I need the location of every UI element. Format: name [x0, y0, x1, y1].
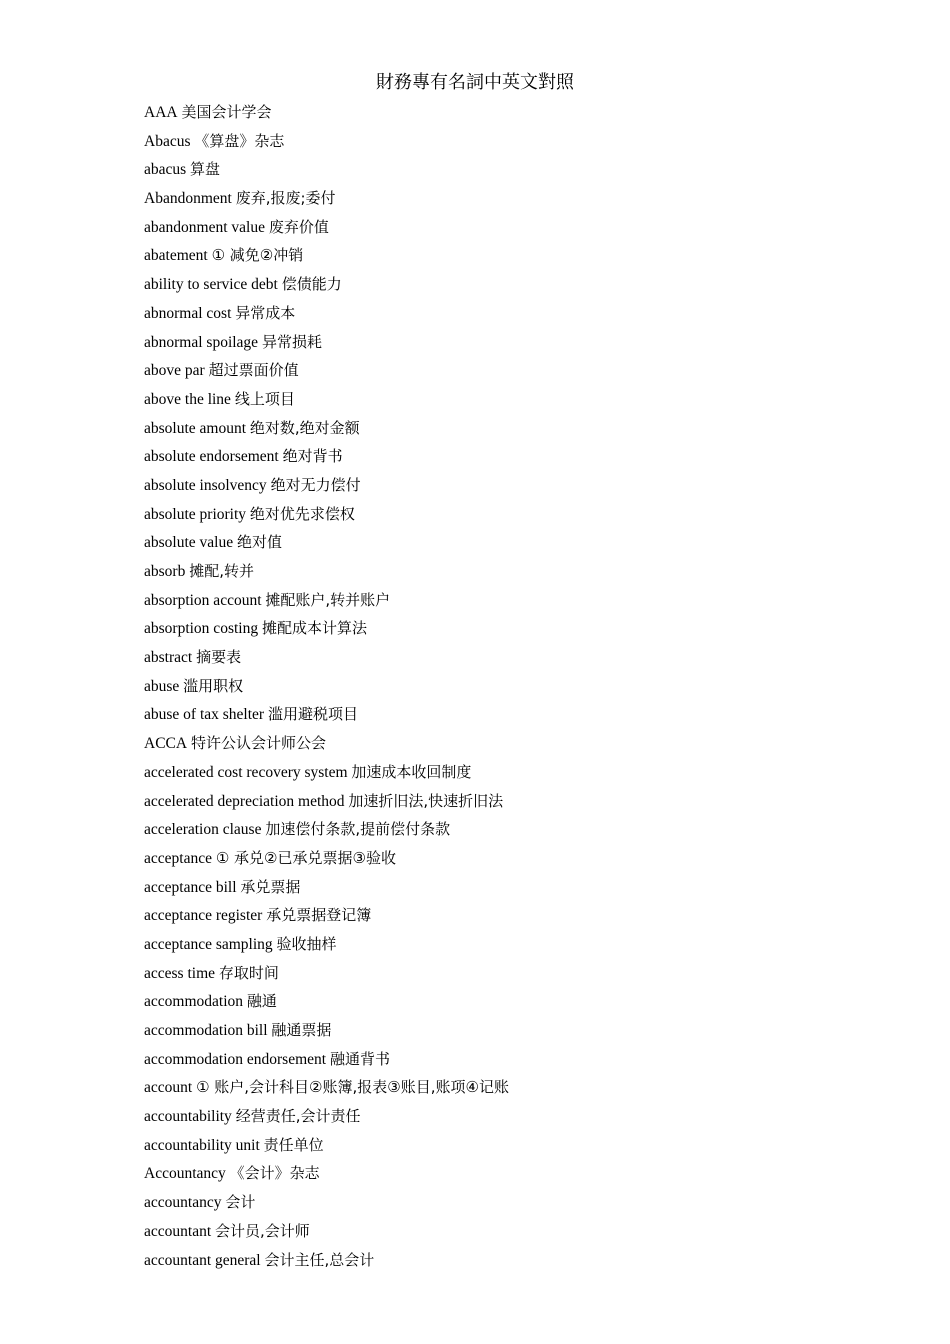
- glossary-entry: [144, 614, 509, 643]
- glossary-entry: [144, 873, 509, 902]
- glossary-entry: [144, 586, 509, 615]
- glossary-entry: [144, 1016, 509, 1045]
- entry-english-term: accountability: [144, 1108, 232, 1126]
- entry-english-term: abatement: [144, 247, 208, 265]
- entry-english-term: acceptance sampling: [144, 935, 273, 953]
- entry-chinese-term: 滥用职权: [183, 676, 244, 695]
- entry-english-term: absorption costing: [144, 620, 259, 638]
- entry-english-term: absolute priority: [144, 505, 247, 523]
- entry-english-term: abstract: [144, 649, 193, 667]
- entry-english-term: abuse: [144, 677, 180, 695]
- entry-chinese-term: 验收抽样: [276, 934, 337, 953]
- entry-chinese-term: 绝对数,绝对金额: [249, 418, 360, 437]
- entry-english-term: accountability unit: [144, 1136, 260, 1154]
- entry-english-term: Abacus: [144, 132, 191, 150]
- glossary-entry: [144, 1102, 509, 1131]
- glossary-entry: [144, 672, 509, 701]
- entry-english-term: abandonment value: [144, 218, 265, 236]
- entry-english-term: ACCA: [144, 735, 188, 753]
- glossary-entry: [144, 815, 509, 844]
- entry-english-term: accommodation endorsement: [144, 1050, 327, 1068]
- entry-english-term: above par: [144, 362, 205, 380]
- entry-chinese-term: 摊配成本计算法: [261, 619, 367, 638]
- entry-chinese-term: 偿债能力: [281, 275, 342, 294]
- entry-chinese-term: 废弃价值: [268, 217, 329, 236]
- entry-english-term: AAA: [144, 104, 178, 121]
- entry-chinese-term: 会计员,会计师: [215, 1221, 310, 1240]
- glossary-entry: [144, 700, 509, 729]
- entry-chinese-term: 滥用避税项目: [267, 705, 358, 724]
- entry-english-term: accountant: [144, 1222, 212, 1240]
- entry-chinese-term: 承兑票据登记簿: [266, 906, 372, 925]
- entry-chinese-term: 《算盘》杂志: [194, 131, 285, 150]
- entry-chinese-term: ① 账户,会计科目②账簿,报表③账目,账项④记账: [196, 1078, 509, 1097]
- entry-chinese-term: 加速成本收回制度: [351, 762, 472, 781]
- entry-english-term: absorption account: [144, 591, 262, 609]
- glossary-entry: [144, 844, 509, 873]
- entry-chinese-term: 摘要表: [196, 648, 242, 667]
- entry-english-term: accommodation bill: [144, 1022, 268, 1039]
- glossary-entry: [144, 356, 509, 385]
- entry-chinese-term: 融通票据: [271, 1021, 332, 1039]
- entry-english-term: absolute value: [144, 534, 234, 552]
- glossary-entry: [144, 1159, 509, 1188]
- entry-english-term: accountant general: [144, 1251, 261, 1269]
- glossary-entry: [144, 328, 509, 357]
- glossary-entry: [144, 1073, 509, 1102]
- entry-english-term: accountancy: [144, 1194, 222, 1212]
- entry-chinese-term: 加速偿付条款,提前偿付条款: [265, 820, 451, 839]
- entry-chinese-term: 线上项目: [234, 389, 295, 408]
- glossary-entry: [144, 500, 509, 529]
- entry-chinese-term: 绝对无力偿付: [270, 475, 361, 494]
- entry-english-term: acceleration clause: [144, 821, 262, 839]
- glossary-entry: [144, 557, 509, 586]
- entry-chinese-term: ① 减免②冲销: [211, 246, 304, 265]
- entry-english-term: above the line: [144, 390, 231, 408]
- entry-english-term: ability to service debt: [144, 276, 278, 294]
- entry-chinese-term: 绝对值: [236, 533, 282, 552]
- entry-english-term: Accountancy: [144, 1165, 226, 1183]
- glossary-entry: [144, 471, 509, 500]
- glossary-entry: [144, 1131, 509, 1160]
- glossary-entry: [144, 758, 509, 787]
- glossary-list: [144, 98, 509, 1274]
- entry-chinese-term: 摊配,转并: [189, 562, 254, 580]
- entry-english-term: Abandonment: [144, 190, 232, 208]
- glossary-entry: [144, 729, 509, 758]
- entry-chinese-term: 承兑票据: [240, 877, 301, 896]
- entry-english-term: accommodation: [144, 993, 243, 1011]
- entry-english-term: acceptance bill: [144, 878, 237, 896]
- entry-english-term: account: [144, 1079, 193, 1097]
- entry-english-term: accelerated depreciation method: [144, 792, 345, 810]
- entry-chinese-term: 存取时间: [218, 963, 279, 982]
- entry-chinese-term: 融通背书: [329, 1049, 390, 1068]
- entry-chinese-term: 会计主任,总会计: [264, 1250, 375, 1269]
- entry-english-term: absolute endorsement: [144, 448, 279, 466]
- glossary-entry: [144, 1246, 509, 1275]
- glossary-entry: [144, 241, 509, 270]
- entry-english-term: access time: [144, 964, 216, 982]
- entry-chinese-term: 会计: [225, 1193, 256, 1212]
- entry-english-term: absorb: [144, 563, 186, 580]
- entry-english-term: absolute insolvency: [144, 476, 267, 494]
- glossary-entry: [144, 385, 509, 414]
- entry-chinese-term: 责任单位: [263, 1135, 324, 1154]
- glossary-entry: [144, 414, 509, 443]
- entry-chinese-term: 加速折旧法,快速折旧法: [348, 791, 504, 810]
- glossary-entry: [144, 1217, 509, 1246]
- entry-chinese-term: 绝对背书: [282, 447, 343, 466]
- glossary-entry: [144, 987, 509, 1016]
- entry-english-term: acceptance register: [144, 907, 263, 925]
- entry-chinese-term: 异常损耗: [261, 332, 322, 351]
- entry-chinese-term: 超过票面价值: [208, 361, 299, 380]
- entry-english-term: acceptance: [144, 849, 212, 867]
- entry-english-term: abnormal spoilage: [144, 333, 259, 351]
- glossary-entry: [144, 959, 509, 988]
- entry-chinese-term: 融通: [246, 992, 277, 1011]
- glossary-entry: [144, 901, 509, 930]
- glossary-entry: [144, 787, 509, 816]
- glossary-entry: [144, 184, 509, 213]
- page-title: 財務專有名詞中英文對照: [376, 72, 574, 93]
- glossary-entry: [144, 1045, 509, 1074]
- glossary-entry: [144, 1188, 509, 1217]
- glossary-entry: [144, 127, 509, 156]
- glossary-entry: [144, 213, 509, 242]
- glossary-entry: [144, 98, 509, 127]
- glossary-entry: [144, 930, 509, 959]
- entry-chinese-term: 《会计》杂志: [229, 1164, 320, 1183]
- entry-chinese-term: 特许公认会计师公会: [190, 734, 326, 753]
- glossary-entry: [144, 270, 509, 299]
- entry-english-term: absolute amount: [144, 419, 247, 437]
- entry-chinese-term: 摊配账户,转并账户: [265, 590, 391, 609]
- entry-chinese-term: ① 承兑②已承兑票据③验收: [215, 848, 396, 867]
- entry-chinese-term: 美国会计学会: [181, 103, 272, 121]
- entry-chinese-term: 经营责任,会计责任: [235, 1107, 361, 1126]
- entry-english-term: abacus: [144, 161, 187, 179]
- glossary-entry: [144, 299, 509, 328]
- glossary-entry: [144, 155, 509, 184]
- entry-english-term: abnormal cost: [144, 304, 232, 322]
- entry-chinese-term: 异常成本: [235, 303, 296, 322]
- entry-chinese-term: 绝对优先求偿权: [249, 504, 355, 523]
- glossary-entry: [144, 643, 509, 672]
- glossary-entry: [144, 528, 509, 557]
- entry-chinese-term: 废弃,报废;委付: [235, 189, 336, 208]
- entry-chinese-term: 算盘: [190, 160, 221, 179]
- glossary-entry: [144, 442, 509, 471]
- entry-english-term: abuse of tax shelter: [144, 706, 265, 724]
- entry-english-term: accelerated cost recovery system: [144, 763, 348, 781]
